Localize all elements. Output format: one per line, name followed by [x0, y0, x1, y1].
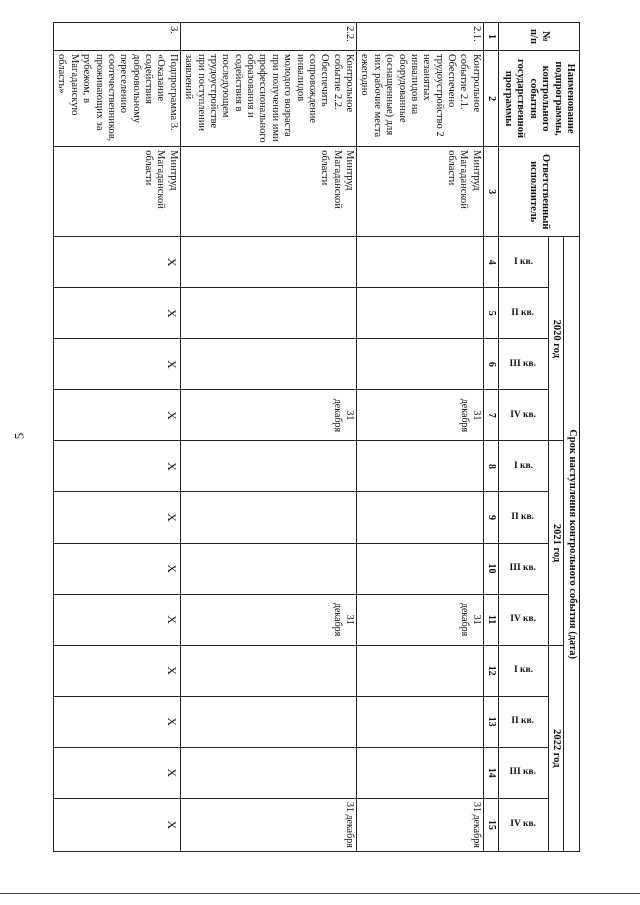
deadline-cell [180, 543, 356, 594]
deadline-cell: 31 декабря [180, 594, 356, 645]
header-q4: IV кв. [510, 819, 536, 830]
deadline-cell [180, 237, 356, 288]
row-executor: Минтруд Магаданской области [180, 147, 356, 237]
deadline-cell [180, 492, 356, 543]
deadline-cell [180, 747, 356, 798]
column-number: 1 [483, 23, 498, 51]
row-number: 3. [54, 23, 181, 51]
row-number: 2.1. [357, 23, 484, 51]
deadline-cell [357, 339, 484, 390]
header-q2: II кв. [511, 511, 535, 522]
deadline-cell [180, 339, 356, 390]
header-q3: III кв. [509, 358, 537, 369]
deadline-cell [180, 441, 356, 492]
deadline-cell [180, 645, 356, 696]
column-number: 5 [483, 288, 498, 339]
deadline-cell: 31 декабря [357, 390, 484, 441]
column-number: 13 [483, 696, 498, 747]
row-executor: Минтруд Магаданской области [54, 147, 181, 237]
header-q4: IV кв. [510, 613, 536, 624]
header-q1: I кв. [513, 665, 533, 676]
mark-cell: Х [54, 390, 181, 441]
row-name: Контрольное событие 2.2. Обеспечить сопровождение инвалидов молодого возраста при получении ими профессионального образования и содействия в последующем трудоустройстве при поступлении заявлений [180, 51, 356, 147]
table-row [357, 23, 484, 852]
column-number-row [483, 23, 498, 852]
mark-cell: Х [54, 288, 181, 339]
deadline-cell [357, 696, 484, 747]
mark-cell: Х [54, 798, 181, 851]
mark-cell: Х [54, 543, 181, 594]
header-q3: III кв. [509, 767, 537, 778]
header-num: № п/п [498, 23, 579, 51]
column-number: 14 [483, 747, 498, 798]
mark-cell: Х [54, 645, 181, 696]
bottom-rule [0, 893, 640, 894]
mark-cell: Х [54, 237, 181, 288]
page-number: 5 [11, 432, 27, 440]
deadline-cell [180, 696, 356, 747]
column-number: 15 [483, 798, 498, 851]
mark-cell: Х [54, 747, 181, 798]
column-number: 8 [483, 441, 498, 492]
deadline-cell: 31 декабря [180, 798, 356, 851]
header-q2: II кв. [511, 716, 535, 727]
column-number: 6 [483, 339, 498, 390]
deadline-cell: 31 декабря [180, 390, 356, 441]
column-number: 10 [483, 543, 498, 594]
mark-cell: Х [54, 339, 181, 390]
header-year-2022: 2022 год [548, 645, 563, 851]
deadline-cell [357, 747, 484, 798]
column-number: 12 [483, 645, 498, 696]
deadline-cell: 31 декабря [357, 798, 484, 851]
deadline-cell [357, 645, 484, 696]
row-executor: Минтруд Магаданской области [357, 147, 484, 237]
header-year-2020: 2020 год [548, 237, 563, 441]
column-number: 9 [483, 492, 498, 543]
header-q4: IV кв. [510, 409, 536, 420]
row-name: Контрольное событие 2.1. Обеспечено трудоустройство 2 незанятых инвалидов на оборудованные (оснащенные) для них рабочие места ежегодно [357, 51, 484, 147]
header-year-2021: 2021 год [548, 441, 563, 645]
mark-cell: Х [54, 594, 181, 645]
deadline-cell [357, 237, 484, 288]
header-q3: III кв. [509, 562, 537, 573]
deadline-cell [357, 288, 484, 339]
deadline-cell [357, 492, 484, 543]
row-number: 2.2. [180, 23, 356, 51]
header-name: Наименование подпрограммы, контрольного события государственной программы [498, 51, 579, 147]
table-row [54, 23, 181, 852]
deadline-cell [357, 543, 484, 594]
header-q1: I кв. [513, 460, 533, 471]
header-q1: I кв. [513, 256, 533, 267]
table-row [180, 23, 356, 852]
row-name: Подпрограмма 3. «Оказание содействия добровольному переселению соотечественников, проживающих за рубежом, в Магаданскую область» [54, 51, 181, 147]
deadline-cell: 31 декабря [357, 594, 484, 645]
mark-cell: Х [54, 492, 181, 543]
control-events-table [53, 22, 580, 852]
mark-cell: Х [54, 441, 181, 492]
header-executor: Ответственный исполнитель [498, 147, 579, 237]
column-number: 11 [483, 594, 498, 645]
column-number: 3 [483, 147, 498, 237]
rotated-table-container [56, 22, 580, 852]
deadline-cell [180, 288, 356, 339]
header-q2: II кв. [511, 307, 535, 318]
deadline-cell [357, 441, 484, 492]
header-deadline: Срок наступления контрольного события (дата) [564, 237, 580, 852]
column-number: 7 [483, 390, 498, 441]
column-number: 2 [483, 51, 498, 147]
mark-cell: Х [54, 696, 181, 747]
column-number: 4 [483, 237, 498, 288]
